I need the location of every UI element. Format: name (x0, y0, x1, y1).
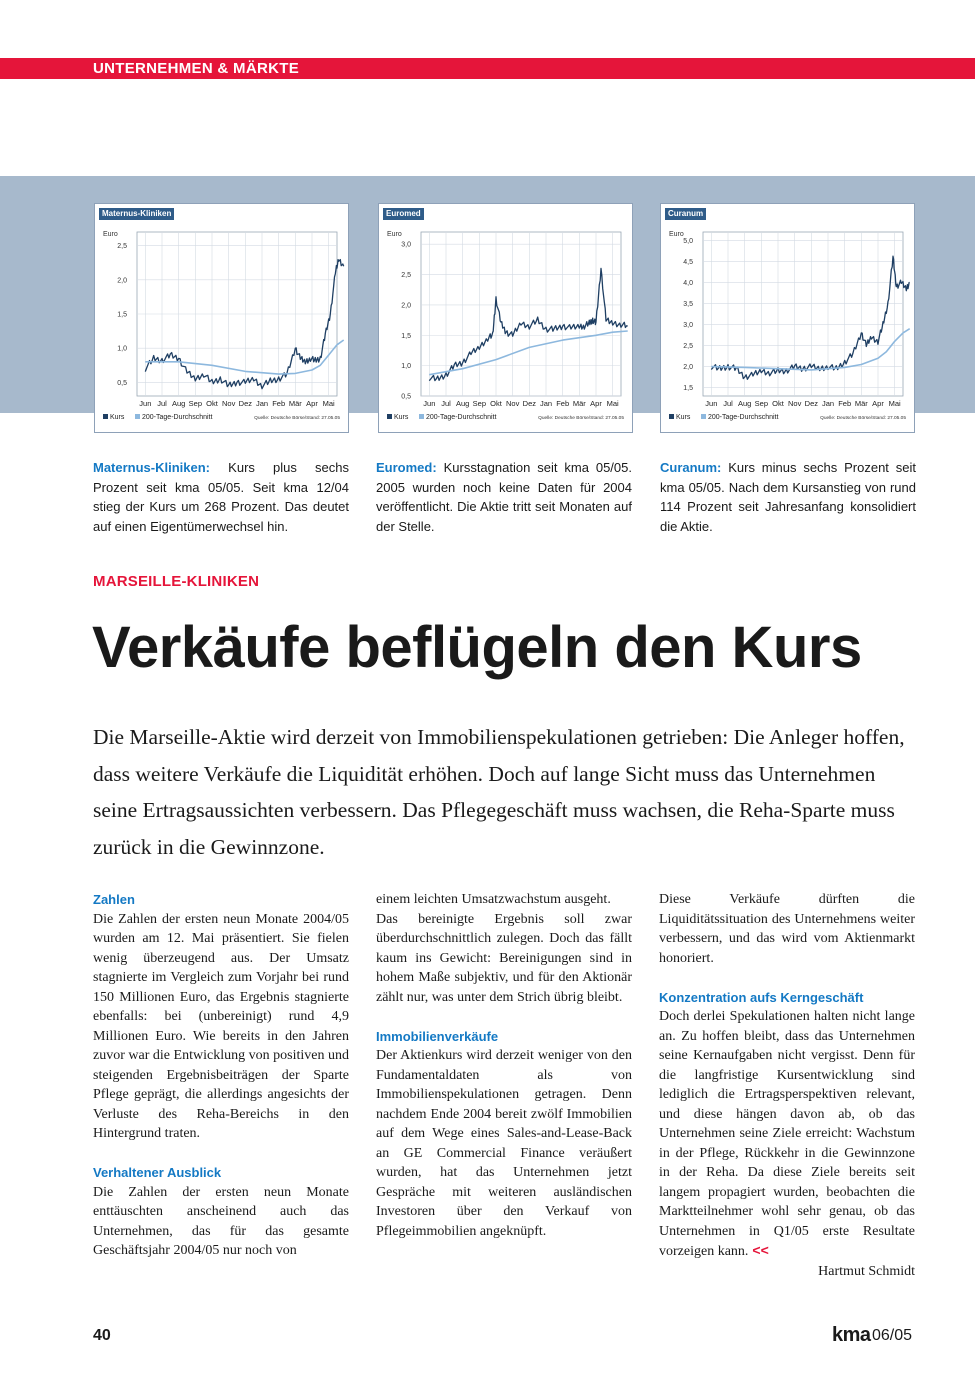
article-headline: Verkäufe beflügeln den Kurs (92, 615, 862, 680)
legend-label-200-tage: 200-Tage-Durchschnitt (142, 414, 213, 421)
y-tick-label: 5,0 (683, 237, 693, 245)
y-tick-label: 1,5 (683, 385, 693, 393)
x-tick-label: Nov (505, 399, 520, 408)
x-tick-label: Jun (705, 399, 718, 408)
x-tick-label: Okt (772, 399, 784, 408)
legend-label-kurs: Kurs (110, 414, 125, 421)
x-tick-label: Jan (821, 399, 835, 408)
x-tick-label: Okt (206, 399, 218, 408)
x-tick-label: Apr (590, 399, 602, 408)
author: Hartmut Schmidt (818, 1263, 915, 1279)
x-tick-label: Jun (139, 399, 152, 408)
legend-label-kurs: Kurs (676, 414, 691, 421)
paragraph: Diese Verkäufe dürften die Liquiditätssituation des Unternehmens weiter verbessern, und das wird vom Aktienmarkt honoriert. (659, 892, 915, 966)
x-tick-label: Jul (157, 399, 167, 408)
x-tick-label: Jun (423, 399, 436, 408)
x-tick-label: Apr (872, 399, 884, 408)
paragraph (659, 1007, 915, 1262)
subheading: Immobilienverkäufe (376, 1028, 499, 1044)
y-tick-label: 0,5 (401, 393, 411, 401)
subheading: Zahlen (93, 892, 135, 907)
x-tick-label: Mai (888, 399, 901, 408)
paragraph: Die Zahlen der ersten neun Monate 2004/05 wurden am 12. Mai präsentiert. Sie fielen wenig überzeugend aus. Der Umsatz stagnierte im Vergleich zum Vorjahr bei rund 150 Millionen Euro, das Ergebnis stagnierte ebenfalls: bei (unbereinigt) rund 4,9 Millionen Euro. Wie bereits in den Jahren zuvor war die Entwicklung von positiven und steigenden Ergebnisbeiträgen der Sparte Pflege geprägt, die allerdings angesichts der Verluste des Reha-Bereichs in den Hintergrund traten. (93, 911, 349, 1141)
caption-curanum (660, 458, 916, 537)
x-tick-label: Dez (804, 399, 819, 408)
y-tick-label: 2,0 (401, 302, 411, 310)
y-tick-label: 2,5 (401, 272, 411, 280)
y-tick-label: 1,0 (401, 363, 411, 371)
x-tick-label: Jan (539, 399, 553, 408)
caption-maternus (93, 458, 349, 537)
y-tick-label: 4,0 (683, 279, 693, 287)
article-column-2 (376, 890, 632, 1241)
y-axis-label: Euro (387, 231, 402, 238)
paragraph-text: Doch derlei Spekulationen halten nicht lange an. Zu hoffen bleibt, dass das Unternehmen seine Kernaufgaben nicht vergisst. Denn für die langfristige Kursentwicklung sind lediglich die Ertragsperspektiven relevant, und diese hängen davon ab, ob das Unternehmen seine Ziele erreicht: Wachstum in der Pflege, Rückkehr in die Gewinnzone in der Reha. Da diese Ziele bereits seit langem propagiert wurden, beobachten die Marktteilnehmer wohl sehr genau, ob das Unternehmen in Q1/05 erste Resultate vorzeigen kann. (659, 1009, 915, 1259)
caption-euromed (376, 458, 632, 537)
chart-title: Euromed (383, 208, 424, 220)
chart-source: Quelle: Deutsche Börse/Stand: 27.05.05 (538, 416, 624, 421)
y-tick-label: 0,5 (117, 379, 127, 387)
paragraph: Die Zahlen der ersten neun Monate enttäuschten anscheinend auch das Unternehmen, das für das gesamte Geschäftsjahr 2004/05 nur noch von (93, 1184, 349, 1258)
caption-text: Kurs minus sechs Prozent seit kma 05/05. Nach dem Kursanstieg von rund 114 Prozent seit Jahresanfang konsolidiert die Aktie. (660, 460, 916, 535)
x-tick-label: Apr (306, 399, 318, 408)
y-axis-label: Euro (669, 231, 684, 238)
legend-swatch-kurs (103, 414, 108, 419)
magazine-logo: kma (832, 1324, 871, 1346)
x-tick-label: Feb (556, 399, 570, 408)
paragraph: Der Aktienkurs wird derzeit weniger von den Fundamentaldaten als von Immobilienspekulationen getragen. Denn nachdem Ende 2004 bereit zwölf Immobilien auf dem Wege eines Sales-and-Lease-Back an GE Commercial Finance veräußert wurden, hat das Unternehmen jetzt Gespräche mit weiteren ausländischen Investoren über den Verkauf von Pflegeimmobilien angeknüpft. (376, 1048, 632, 1239)
x-tick-label: Nov (787, 399, 802, 408)
chart-svg (661, 204, 914, 432)
chart-maternus (94, 203, 349, 433)
x-tick-label: Sep (754, 399, 769, 408)
article-column-3 (659, 890, 915, 1281)
caption-text: Kursstagnation seit kma 05/05. 2005 wurden noch keine Daten für 2004 veröffentlicht. Die Aktie tritt seit Monaten auf der Stelle. (376, 460, 632, 535)
chart-title: Curanum (665, 208, 706, 220)
caption-text: Kurs plus sechs Prozent seit kma 05/05. Seit kma 12/04 stieg der Kurs um 268 Prozent. Das deutet auf einen Eigentümerwechsel hin. (93, 460, 349, 535)
issue-number: 06/05 (872, 1327, 913, 1344)
caption-name: Maternus-Kliniken: (93, 460, 211, 475)
x-tick-label: Sep (188, 399, 203, 408)
section-title: UNTERNEHMEN & MÄRKTE (93, 60, 299, 77)
end-mark: << (752, 1242, 769, 1258)
x-tick-label: Jul (441, 399, 451, 408)
x-tick-label: Nov (221, 399, 236, 408)
article-kicker: MARSEILLE-KLINIKEN (93, 573, 260, 590)
y-tick-label: 2,5 (683, 343, 693, 351)
y-tick-label: 1,5 (401, 332, 411, 340)
y-tick-label: 2,0 (117, 277, 127, 285)
legend-label-200-tage: 200-Tage-Durchschnitt (426, 414, 497, 421)
y-tick-label: 2,5 (117, 243, 127, 251)
article-lead: Die Marseille-Aktie wird derzeit von Immobilienspekulationen getrieben: Die Anleger hoffen, dass weitere Verkäufe die Liquidität erhöhen. Doch auf lange Sicht muss das Unternehmen seine Ertragsaussichten verbessern. Das Pflegegeschäft muss wachsen, die Reha-Sparte muss zurück in die Gewinnzone. (93, 725, 905, 859)
paragraph: Das bereinigte Ergebnis soll zwar überdurchschnittlich zulegen. Doch das fällt kaum ins Gewicht: Bereinigungen sind in hohem Maße subjektiv, und für den Aktionär zählt nur, was unter dem Strich übrig bleibt. (376, 911, 632, 1005)
legend-swatch-200-tage (701, 414, 706, 419)
chart-svg (95, 204, 348, 432)
x-tick-label: Aug (455, 399, 470, 408)
y-tick-label: 1,0 (117, 345, 127, 353)
chart-euromed (378, 203, 633, 433)
x-tick-label: Mai (606, 399, 619, 408)
x-tick-label: Jul (723, 399, 733, 408)
legend-swatch-kurs (387, 414, 392, 419)
x-tick-label: Okt (490, 399, 502, 408)
chart-curanum (660, 203, 915, 433)
x-tick-label: Dez (522, 399, 537, 408)
x-tick-label: Mär (288, 399, 302, 408)
legend-swatch-200-tage (135, 414, 140, 419)
caption-name: Curanum: (660, 460, 722, 475)
x-tick-label: Aug (171, 399, 186, 408)
chart-title: Maternus-Kliniken (99, 208, 174, 220)
y-tick-label: 3,0 (401, 241, 411, 249)
paragraph: einem leichten Umsatzwachstum ausgeht. (376, 892, 611, 907)
chart-svg (379, 204, 632, 432)
x-tick-label: Mär (572, 399, 586, 408)
subheading: Konzentration aufs Kerngeschäft (659, 989, 864, 1005)
y-axis-label: Euro (103, 231, 118, 238)
article-column-1 (93, 890, 349, 1261)
x-tick-label: Aug (737, 399, 752, 408)
legend-label-kurs: Kurs (394, 414, 409, 421)
x-tick-label: Feb (272, 399, 286, 408)
legend-label-200-tage: 200-Tage-Durchschnitt (708, 414, 779, 421)
chart-source: Quelle: Deutsche Börse/Stand: 27.05.05 (254, 416, 340, 421)
x-tick-label: Jan (255, 399, 269, 408)
legend-swatch-kurs (669, 414, 674, 419)
y-tick-label: 3,5 (683, 300, 693, 308)
chart-source: Quelle: Deutsche Börse/Stand: 27.05.05 (820, 416, 906, 421)
legend-swatch-200-tage (419, 414, 424, 419)
y-tick-label: 3,0 (683, 322, 693, 330)
x-tick-label: Feb (838, 399, 852, 408)
x-tick-label: Sep (472, 399, 487, 408)
page-number: 40 (93, 1327, 111, 1344)
x-tick-label: Mai (322, 399, 335, 408)
subheading: Verhaltener Ausblick (93, 1165, 222, 1180)
y-tick-label: 4,5 (683, 258, 693, 266)
x-tick-label: Dez (238, 399, 253, 408)
y-tick-label: 1,5 (117, 311, 127, 319)
plot-area (703, 232, 903, 396)
caption-name: Euromed: (376, 460, 437, 475)
x-tick-label: Mär (854, 399, 868, 408)
y-tick-label: 2,0 (683, 364, 693, 372)
